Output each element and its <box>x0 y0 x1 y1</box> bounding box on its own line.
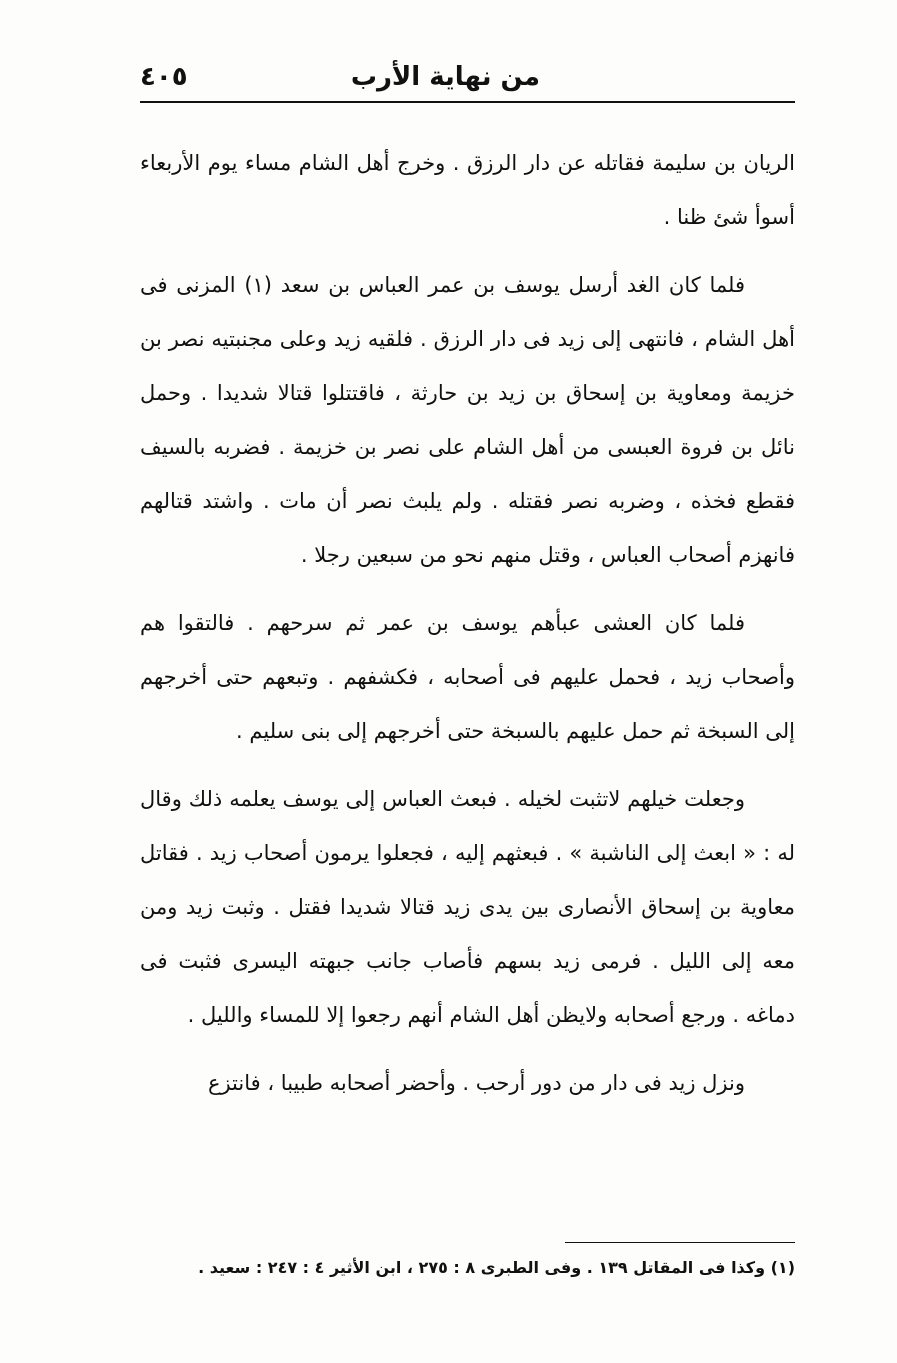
running-head <box>140 62 795 98</box>
paragraph: الريان بن سليمة فقاتله عن دار الرزق . وخرج أهل الشام مساء يوم الأربعاء أسوأ شئ ظنا . <box>140 151 795 229</box>
main-text <box>140 136 795 1124</box>
paragraph: وجعلت خيلهم لاتثبت لخيله . فبعث العباس إلى يوسف يعلمه ذلك وقال له : « ابعث إلى الناشبة » . فبعثهم إليه ، فجعلوا يرمون أصحاب زيد . فقاتل معاوية بن إسحاق الأنصارى بين يدى زيد قتالا شديدا فقتل . وثبت زيد ومن معه إلى الليل . فرمى زيد بسهم فأصاب جانب جبهته اليسرى فثبت فى دماغه . ورجع أصحابه ولايظن أهل الشام أنهم رجعوا إلا للمساء والليل . <box>140 787 795 1027</box>
page-number: ٤٠٥ <box>140 62 188 92</box>
footnote-rule <box>565 1242 795 1243</box>
paragraph: فلما كان العشى عبأهم يوسف بن عمر ثم سرحهم . فالتقوا هم وأصحاب زيد ، فحمل عليهم فى أصحابه ، فكشفهم . وتبعهم حتى أخرجهم إلى السبخة ثم حمل عليهم بالسبخة حتى أخرجهم إلى بنى سليم . <box>140 611 795 743</box>
footnote: (١) وكذا فى المقاتل ١٣٩ . وفى الطبرى ٨ : ٢٧٥ ، ابن الأثير ٤ : ٢٤٧ : سعيد . <box>198 1258 795 1277</box>
paragraph: ونزل زيد فى دار من دور أرحب . وأحضر أصحابه طبيبا ، فانتزع <box>207 1071 745 1095</box>
paragraph: فلما كان الغد أرسل يوسف بن عمر العباس بن سعد (١) المزنى فى أهل الشام ، فانتهى إلى زيد فى دار الرزق . فلقيه زيد وعلى مجنبتيه نصر بن خزيمة ومعاوية بن إسحاق بن زيد بن حارثة ، فاقتتلوا قتالا شديدا . وحمل نائل بن فروة العبسى من أهل الشام على نصر بن خزيمة . فضربه بالسيف فقطع فخذه ، وضربه نصر فقتله . ولم يلبث نصر أن مات . واشتد قتالهم فانهزم أصحاب العباس ، وقتل منهم نحو من سبعين رجلا . <box>140 273 795 567</box>
running-title: من نهاية الأرب <box>350 62 540 92</box>
header-rule <box>140 101 795 103</box>
